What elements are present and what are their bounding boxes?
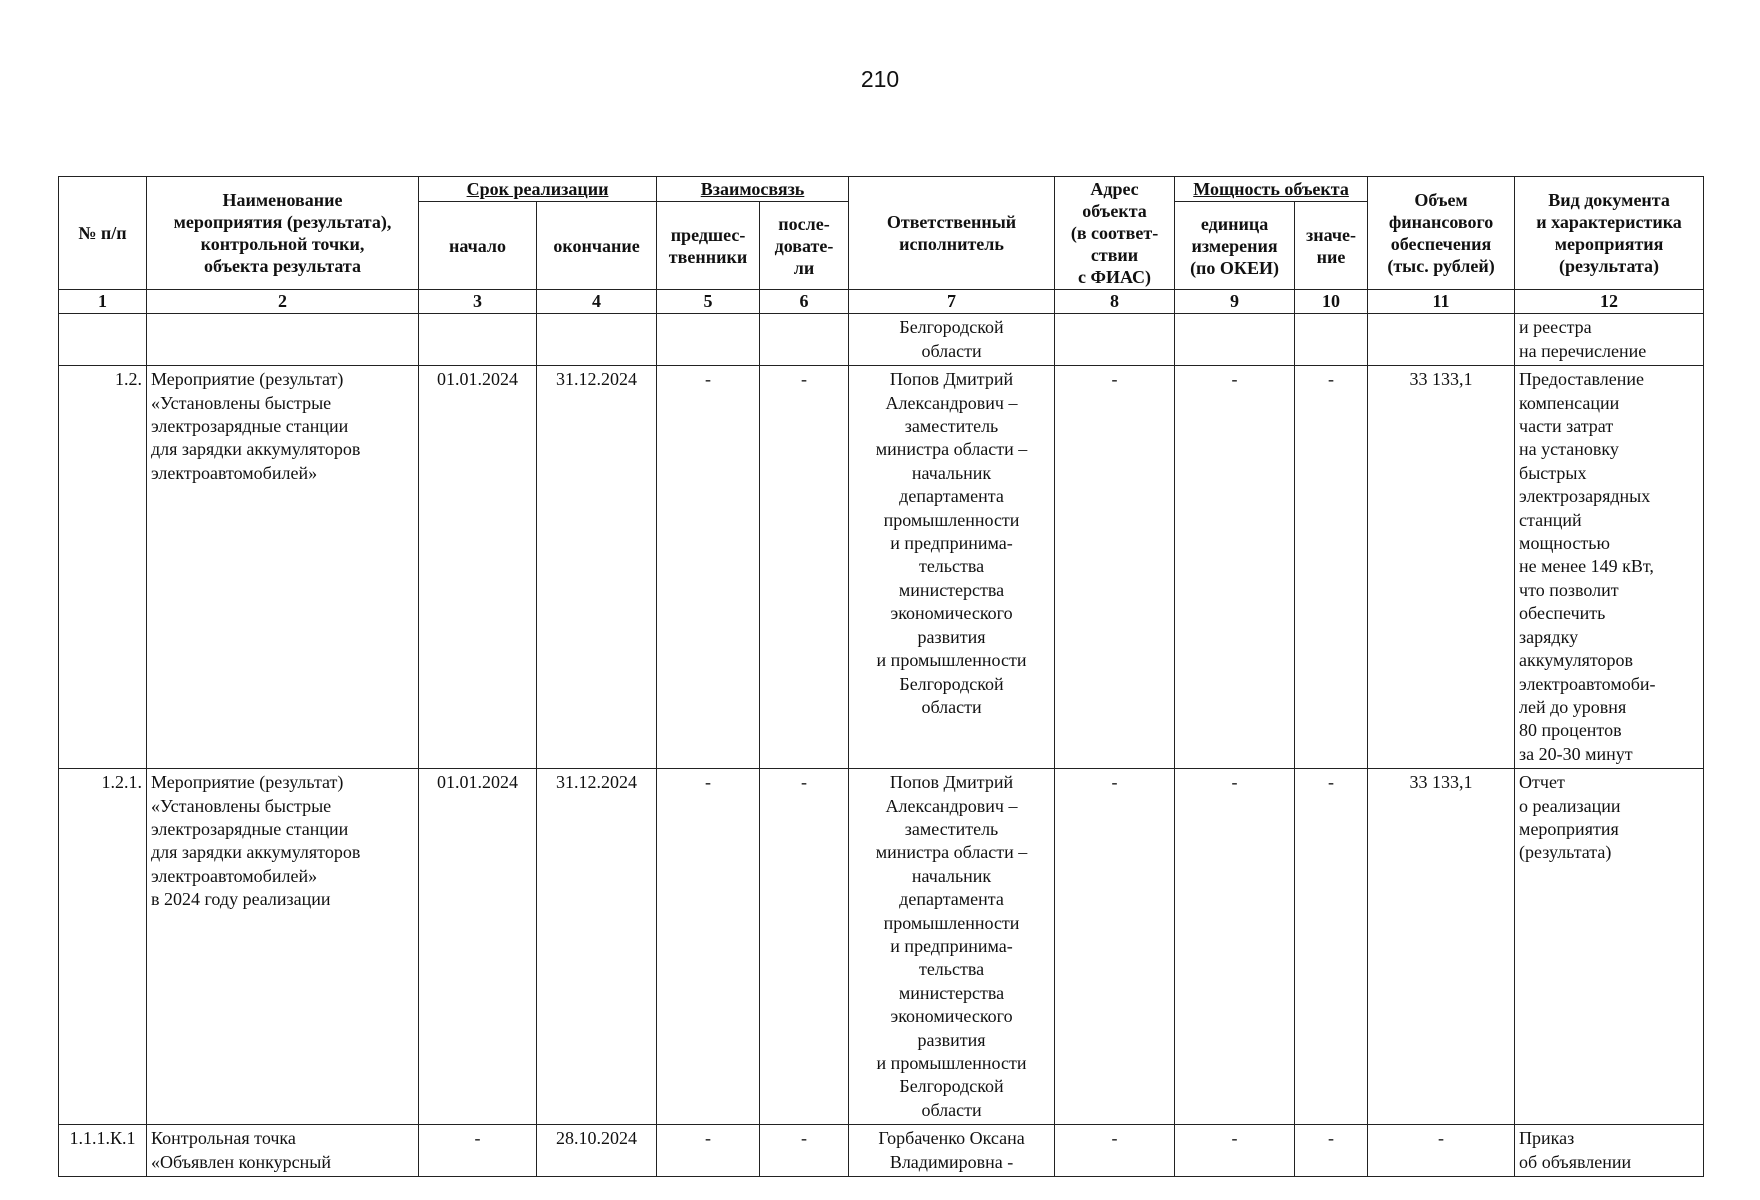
cell-address: - xyxy=(1055,366,1175,769)
cell-predecessors xyxy=(657,314,760,366)
cell-document: Приказ об объявлении xyxy=(1515,1125,1704,1177)
column-number: 2 xyxy=(147,290,419,314)
header-capacity-group: Мощность объекта xyxy=(1175,177,1368,202)
cell-num: 1.2.1. xyxy=(59,769,147,1125)
cell-responsible: Попов Дмитрий Александрович – заместитель министра области – начальник департамента промышленности и предпринима- тельства министерства экономического развития и промышленности Белгородской области xyxy=(849,769,1055,1125)
page-number: 210 xyxy=(860,66,900,92)
header-value: значе- ние xyxy=(1295,202,1368,290)
header-relation-group: Взаимосвязь xyxy=(657,177,849,202)
column-number: 11 xyxy=(1368,290,1515,314)
header-document: Вид документа и характеристика мероприятия (результата) xyxy=(1515,177,1704,290)
cell-name: Мероприятие (результат) «Установлены быстрые электрозарядные станции для зарядки аккумуляторов электроавтомобилей» xyxy=(147,366,419,769)
header-end: окончание xyxy=(537,202,657,290)
header-predecessors: предшес- твенники xyxy=(657,202,760,290)
column-number: 10 xyxy=(1295,290,1368,314)
header-row-1 xyxy=(59,177,1704,202)
cell-end: 31.12.2024 xyxy=(537,366,657,769)
cell-start: 01.01.2024 xyxy=(419,769,537,1125)
cell-end xyxy=(537,314,657,366)
column-number: 3 xyxy=(419,290,537,314)
cell-start xyxy=(419,314,537,366)
header-unit: единица измерения (по ОКЕИ) xyxy=(1175,202,1295,290)
header-name: Наименование мероприятия (результата), контрольной точки, объекта результата xyxy=(147,177,419,290)
cell-end: 31.12.2024 xyxy=(537,769,657,1125)
header-address: Адрес объекта (в соответ- ствии с ФИАС) xyxy=(1055,177,1175,290)
cell-document: и реестра на перечисление xyxy=(1515,314,1704,366)
header-num: № п/п xyxy=(59,177,147,290)
cell-address: - xyxy=(1055,1125,1175,1177)
cell-value xyxy=(1295,314,1368,366)
cell-successors xyxy=(760,314,849,366)
cell-finance: 33 133,1 xyxy=(1368,769,1515,1125)
cell-successors: - xyxy=(760,1125,849,1177)
table-row xyxy=(59,366,1704,769)
column-number: 8 xyxy=(1055,290,1175,314)
cell-finance xyxy=(1368,314,1515,366)
header-start: начало xyxy=(419,202,537,290)
cell-document: Отчет о реализации мероприятия (результата) xyxy=(1515,769,1704,1125)
column-number: 9 xyxy=(1175,290,1295,314)
header-successors: после- довате- ли xyxy=(760,202,849,290)
cell-successors: - xyxy=(760,769,849,1125)
header-finance: Объем финансового обеспечения (тыс. рублей) xyxy=(1368,177,1515,290)
column-number: 5 xyxy=(657,290,760,314)
cell-unit xyxy=(1175,314,1295,366)
table-row xyxy=(59,314,1704,366)
header-period-group: Срок реализации xyxy=(419,177,657,202)
cell-finance: - xyxy=(1368,1125,1515,1177)
cell-responsible: Попов Дмитрий Александрович – заместитель министра области – начальник департамента промышленности и предпринима- тельства министерства экономического развития и промышленности Белгородской области xyxy=(849,366,1055,769)
cell-name: Мероприятие (результат) «Установлены быстрые электрозарядные станции для зарядки аккумуляторов электроавтомобилей» в 2024 году реализации xyxy=(147,769,419,1125)
cell-unit: - xyxy=(1175,769,1295,1125)
table-row xyxy=(59,769,1704,1125)
column-number: 4 xyxy=(537,290,657,314)
cell-value: - xyxy=(1295,366,1368,769)
cell-predecessors: - xyxy=(657,1125,760,1177)
cell-responsible: Горбаченко Оксана Владимировна - xyxy=(849,1125,1055,1177)
cell-start: 01.01.2024 xyxy=(419,366,537,769)
cell-predecessors: - xyxy=(657,366,760,769)
column-number: 12 xyxy=(1515,290,1704,314)
cell-successors: - xyxy=(760,366,849,769)
cell-start: - xyxy=(419,1125,537,1177)
cell-address xyxy=(1055,314,1175,366)
cell-address: - xyxy=(1055,769,1175,1125)
cell-num: 1.2. xyxy=(59,366,147,769)
cell-unit: - xyxy=(1175,366,1295,769)
cell-predecessors: - xyxy=(657,769,760,1125)
column-number-row xyxy=(59,290,1704,314)
cell-finance: 33 133,1 xyxy=(1368,366,1515,769)
cell-num xyxy=(59,314,147,366)
table-row xyxy=(59,1125,1704,1177)
column-number: 1 xyxy=(59,290,147,314)
cell-name: Контрольная точка «Объявлен конкурсный xyxy=(147,1125,419,1177)
cell-value: - xyxy=(1295,769,1368,1125)
cell-end: 28.10.2024 xyxy=(537,1125,657,1177)
cell-num: 1.1.1.К.1 xyxy=(59,1125,147,1177)
column-number: 6 xyxy=(760,290,849,314)
cell-document: Предоставление компенсации части затрат на установку быстрых электрозарядных станций мощностью не менее 149 кВт, что позволит обеспечить зарядку аккумуляторов электроавтомоби- лей до уровня 80 процентов за 20-30 минут xyxy=(1515,366,1704,769)
plan-table xyxy=(58,176,1704,1177)
cell-value: - xyxy=(1295,1125,1368,1177)
header-responsible: Ответственный исполнитель xyxy=(849,177,1055,290)
cell-name xyxy=(147,314,419,366)
column-number: 7 xyxy=(849,290,1055,314)
cell-responsible: Белгородской области xyxy=(849,314,1055,366)
cell-unit: - xyxy=(1175,1125,1295,1177)
